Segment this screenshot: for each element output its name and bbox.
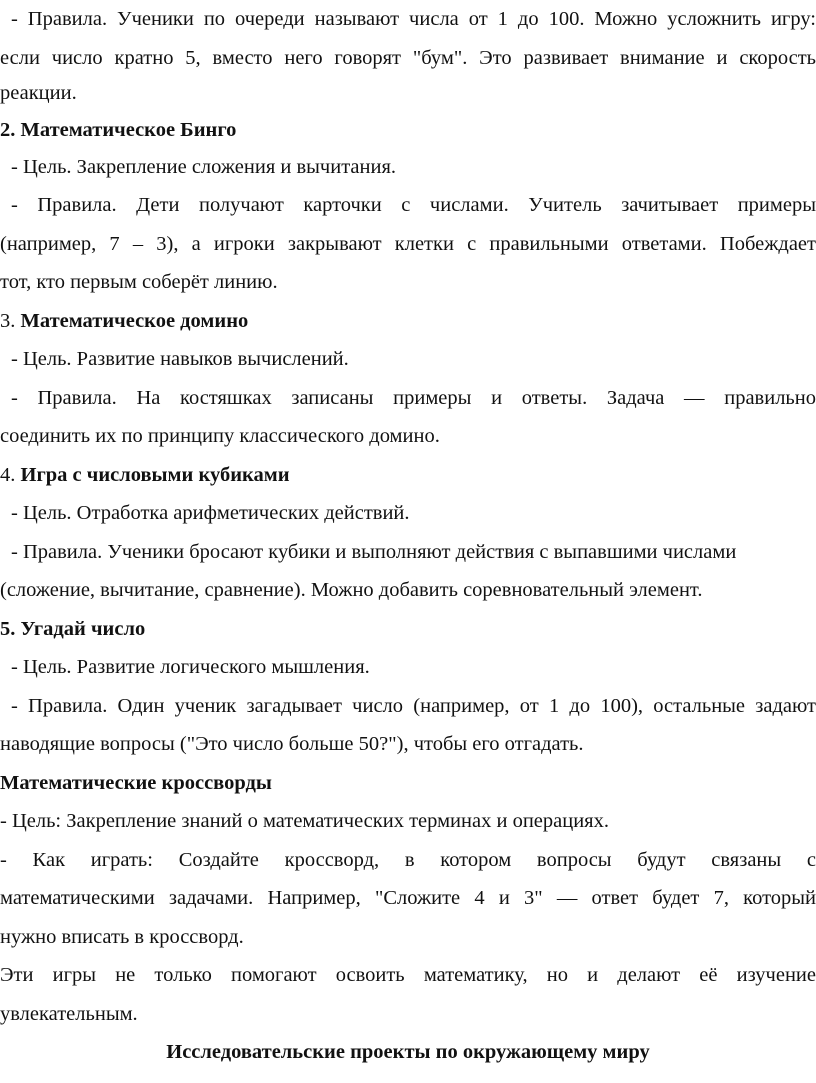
goal-line: - Цель. Отработка арифметических действий. [11, 502, 410, 524]
paragraph-line: тот, кто первым соберёт линию. [0, 271, 278, 293]
paragraph-line: - Правила. Дети получают карточки с числами. Учитель зачитывает примеры [11, 194, 816, 216]
section-title: Математическое домино [20, 310, 249, 332]
section-title: Игра с числовыми кубиками [20, 464, 290, 486]
paragraph-line: соединить их по принципу классического домино. [0, 425, 440, 447]
goal-line: - Цель. Развитие логического мышления. [11, 656, 370, 678]
section-heading: Математические кроссворды [0, 772, 272, 794]
goal-line: - Цель: Закрепление знаний о математических терминах и операциях. [0, 810, 609, 832]
paragraph-line: (сложение, вычитание, сравнение). Можно добавить соревновательный элемент. [0, 579, 703, 601]
paragraph-line: - Правила. Ученики по очереди называют числа от 1 до 100. Можно усложнить игру: [11, 8, 816, 30]
section-title-centered: Исследовательские проекты по окружающему миру [166, 1041, 650, 1063]
paragraph-line: - Правила. Один ученик загадывает число (например, от 1 до 100), остальные задают [11, 695, 816, 717]
section-heading [0, 309, 816, 333]
paragraph-line: нужно вписать в кроссворд. [0, 926, 244, 948]
paragraph-line: наводящие вопросы ("Это число больше 50?"), чтобы его отгадать. [0, 733, 584, 755]
goal-line: - Цель. Закрепление сложения и вычитания. [11, 156, 397, 178]
paragraph-line: реакции. [0, 82, 77, 104]
paragraph-line: Эти игры не только помогают освоить математику, но и делают её изучение [0, 964, 816, 986]
section-number: 4. [0, 464, 21, 486]
paragraph-line: увлекательным. [0, 1003, 138, 1025]
section-number: 3. [0, 310, 21, 332]
paragraph-line: если число кратно 5, вместо него говорят "бум". Это развивает внимание и скорость [0, 47, 816, 69]
section-heading: 5. Угадай число [0, 618, 146, 640]
section-heading: 2. Математическое Бинго [0, 119, 237, 141]
paragraph-line: - Как играть: Создайте кроссворд, в котором вопросы будут связаны с [0, 849, 816, 871]
section-heading [0, 463, 816, 487]
paragraph-line: - Правила. Ученики бросают кубики и выполняют действия с выпавшими числами [11, 541, 737, 563]
goal-line: - Цель. Развитие навыков вычислений. [11, 348, 349, 370]
paragraph-line: (например, 7 – 3), а игроки закрывают клетки с правильными ответами. Побеждает [0, 233, 816, 255]
paragraph-line: - Правила. На костяшках записаны примеры и ответы. Задача — правильно [11, 387, 816, 409]
paragraph-line: математическими задачами. Например, "Сложите 4 и 3" — ответ будет 7, который [0, 887, 816, 909]
